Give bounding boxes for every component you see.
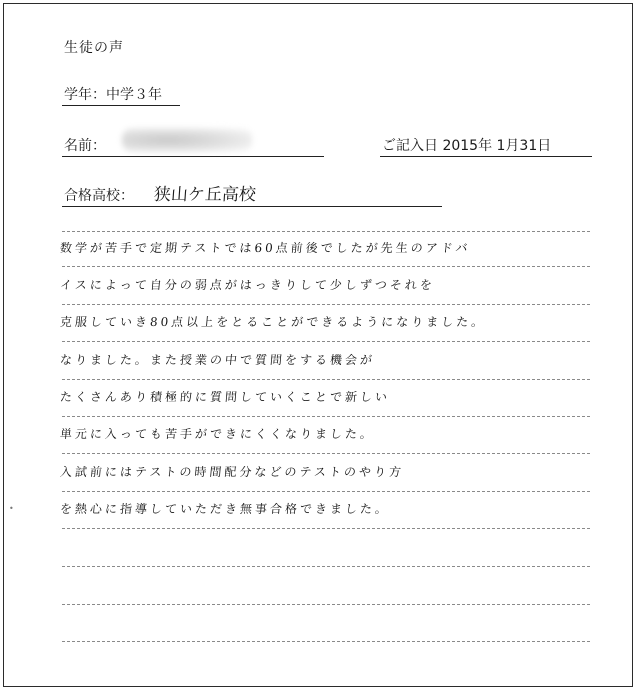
name-label: 名前： [64,138,106,154]
name-underline [62,156,324,157]
ruled-line [62,231,590,232]
ruled-line [62,604,590,605]
comment-line: 単元に入っても苦手ができにくくなりました。 [59,427,376,441]
comment-line: 入試前にはテストの時間配分などのテストのやり方 [59,465,405,479]
school-label: 合格高校： [64,188,134,204]
ruled-line [62,566,590,567]
ruled-line [62,641,590,642]
ruled-line [62,528,590,529]
ruled-line [62,379,590,380]
date-field: ご記入日 2015年 1月31日 [382,138,552,154]
ruled-line [62,266,590,267]
school-value: 狭山ケ丘高校 [153,185,257,205]
comment-line: なりました。また授業の中で質問をする機会が [59,353,376,367]
comment-line: イスによって自分の弱点がはっきりして少しずつそれを [59,278,436,292]
ruled-line [62,304,590,305]
margin-mark: • [9,504,14,513]
ruled-line [62,491,590,492]
ruled-line [62,453,590,454]
ruled-line [62,416,590,417]
comment-line: たくさんあり積極的に質問していくことで新しい [59,390,391,404]
school-underline [62,206,442,207]
date-underline [380,156,592,157]
testimonial-form [3,3,633,687]
comment-line: 数学が苦手で定期テストでは60点前後でしたが先生のアドバ [59,241,472,255]
ruled-line [62,341,590,342]
comment-line: 克服していき80点以上をとることができるようになりました。 [59,315,487,329]
form-title: 生徒の声 [64,40,124,56]
comment-line: を熱心に指導していただき無事合格できました。 [59,502,391,516]
blurred-name [122,128,252,152]
grade-field: 学年：中学３年 [64,87,162,103]
grade-underline [62,105,180,106]
